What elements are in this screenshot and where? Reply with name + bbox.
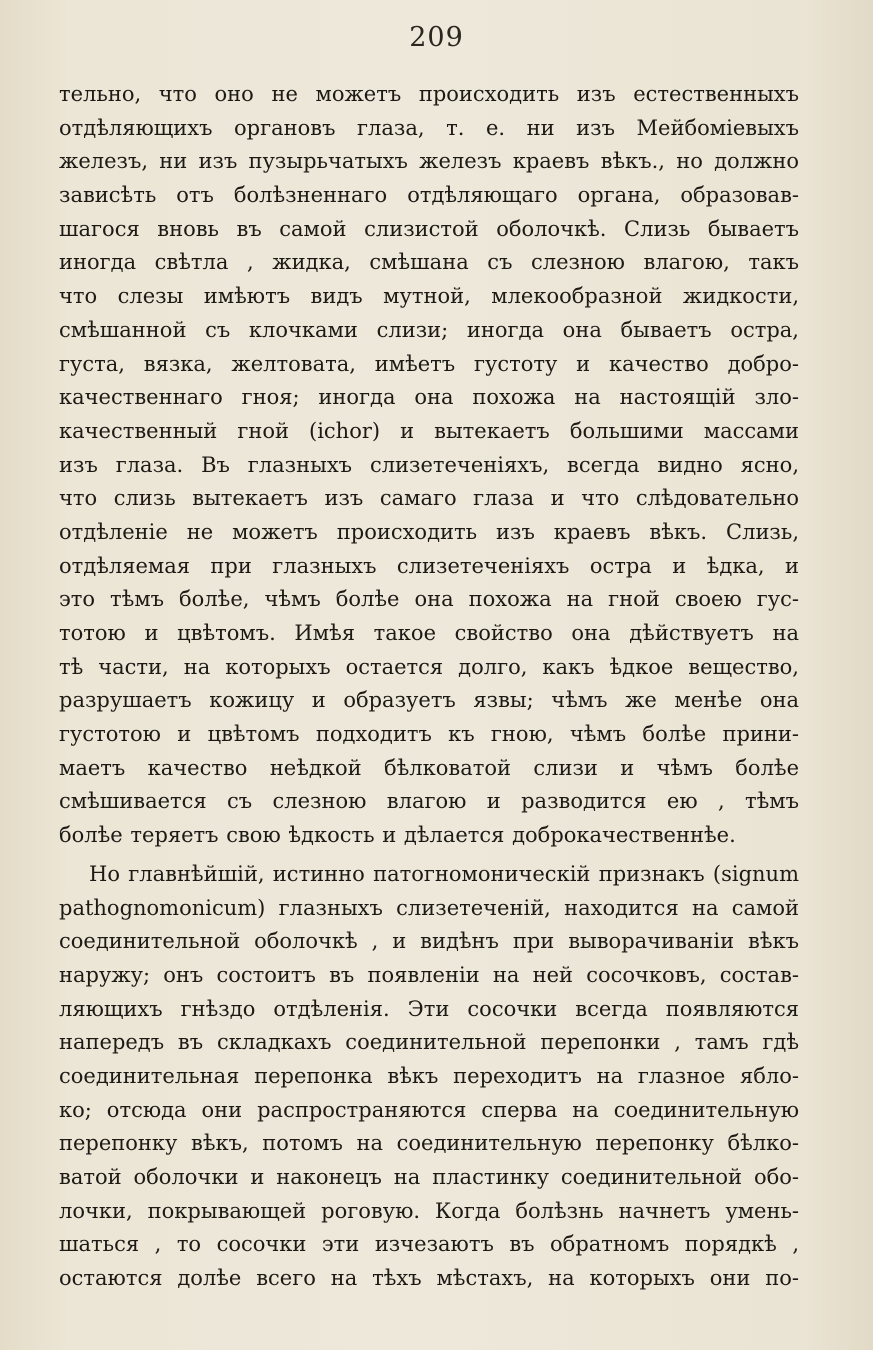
text-line: смѣшивается съ слезною влагою и разводится ею , тѣмъ — [59, 789, 799, 814]
text-line: зависѣть отъ болѣзненнаго отдѣляющаго органа, образовав- — [59, 183, 799, 208]
text-line: густотою и цвѣтомъ подходитъ къ гною, чѣмъ болѣе прини- — [59, 722, 799, 747]
text-line: качественный гной (ichor) и вытекаетъ большими массами — [59, 418, 799, 443]
text-line: ляющихъ гнѣздо отдѣленія. Эти сосочки всегда появляются — [59, 996, 799, 1021]
text-line: напередъ въ складкахъ соединительной перепонки , тамъ гдѣ — [59, 1030, 799, 1055]
text-line: густа, вязка, желтовата, имѣетъ густоту и качество добро- — [59, 351, 799, 376]
text-line: соединительная перепонка вѣкъ переходитъ на глазное яблo- — [59, 1063, 799, 1088]
text-line: Но главнѣйшій, истинно патогномоническій признакъ (signum — [89, 861, 799, 886]
text-line: отдѣленіе не можетъ происходить изъ краевъ вѣкъ. Слизь, — [59, 519, 799, 544]
text-line: болѣе теряетъ свою ѣдкость и дѣлается доброкачественнѣе. — [59, 823, 736, 848]
text-line: отдѣляющихъ органовъ глаза, т. е. ни изъ Мейбоміевыхъ — [59, 115, 799, 140]
text-line: перепонку вѣкъ, потомъ на соединительную перепонку бѣлко- — [59, 1131, 799, 1156]
text-line: соединительной оболочкѣ , и видѣнъ при выворачиваніи вѣкъ — [59, 929, 799, 954]
text-line: что слезы имѣютъ видъ мутной, млекообразной жидкости, — [59, 284, 799, 309]
text-line: лочки, покрывающей роговую. Когда болѣзнь начнетъ умень- — [59, 1198, 799, 1223]
text-line: наружу; онъ состоитъ въ появленіи на ней сосочковъ, состав- — [59, 962, 799, 987]
text-line: тотою и цвѣтомъ. Имѣя такое свойство она дѣйствуетъ на — [59, 621, 799, 645]
text-line: шаться , то сосочки эти изчезаютъ въ обратномъ порядкѣ , — [59, 1232, 799, 1257]
text-line: железъ, ни изъ пузырьчатыхъ железъ краевъ вѣкъ., но должно — [59, 149, 799, 174]
text-line: иногда свѣтла , жидка, смѣшана съ слезною влагою, такъ — [59, 250, 799, 275]
text-line: ко; отсюда они распространяются сперва на соединительную — [59, 1097, 799, 1122]
text-line: что слизь вытекаетъ изъ самаго глаза и что слѣдовательно — [59, 486, 799, 511]
text-line: остаются долѣе всего на тѣхъ мѣстахъ, на которыхъ они по- — [59, 1266, 799, 1291]
page-number: 209 — [409, 22, 464, 53]
paragraph — [59, 858, 799, 1296]
paragraph — [59, 78, 799, 853]
text-line: pathognomonicum) глазныхъ слизетеченій, находится на самой — [59, 895, 799, 920]
text-line: шагося вновь въ самой слизистой оболочкѣ. Слизь бываетъ — [59, 216, 799, 241]
text-line: тельно, что оно не можетъ происходить изъ естественныхъ — [59, 82, 799, 106]
text-line: качественнаго гноя; иногда она похожа на настоящій зло- — [59, 385, 799, 410]
text-line: отдѣляемая при глазныхъ слизетеченіяхъ остра и ѣдка, и — [59, 553, 799, 578]
text-line: изъ глаза. Въ глазныхъ слизетеченіяхъ, всегда видно ясно, — [59, 452, 799, 477]
text-line: это тѣмъ болѣе, чѣмъ болѣе она похожа на гной своею гус- — [59, 587, 799, 612]
text-line: разрушаетъ кожицу и образуетъ язвы; чѣмъ же менѣе она — [59, 688, 799, 713]
text-line: маетъ качество неѣдкой бѣлковатой слизи и чѣмъ болѣе — [59, 755, 799, 780]
body-text — [59, 78, 799, 1296]
text-line: тѣ части, на которыхъ остается долго, какъ ѣдкое вещество, — [59, 654, 799, 679]
text-line: ватой оболочки и наконецъ на пластинку соединительной обо- — [59, 1165, 799, 1189]
text-line: смѣшанной съ клочками слизи; иногда она бываетъ остра, — [59, 317, 799, 342]
